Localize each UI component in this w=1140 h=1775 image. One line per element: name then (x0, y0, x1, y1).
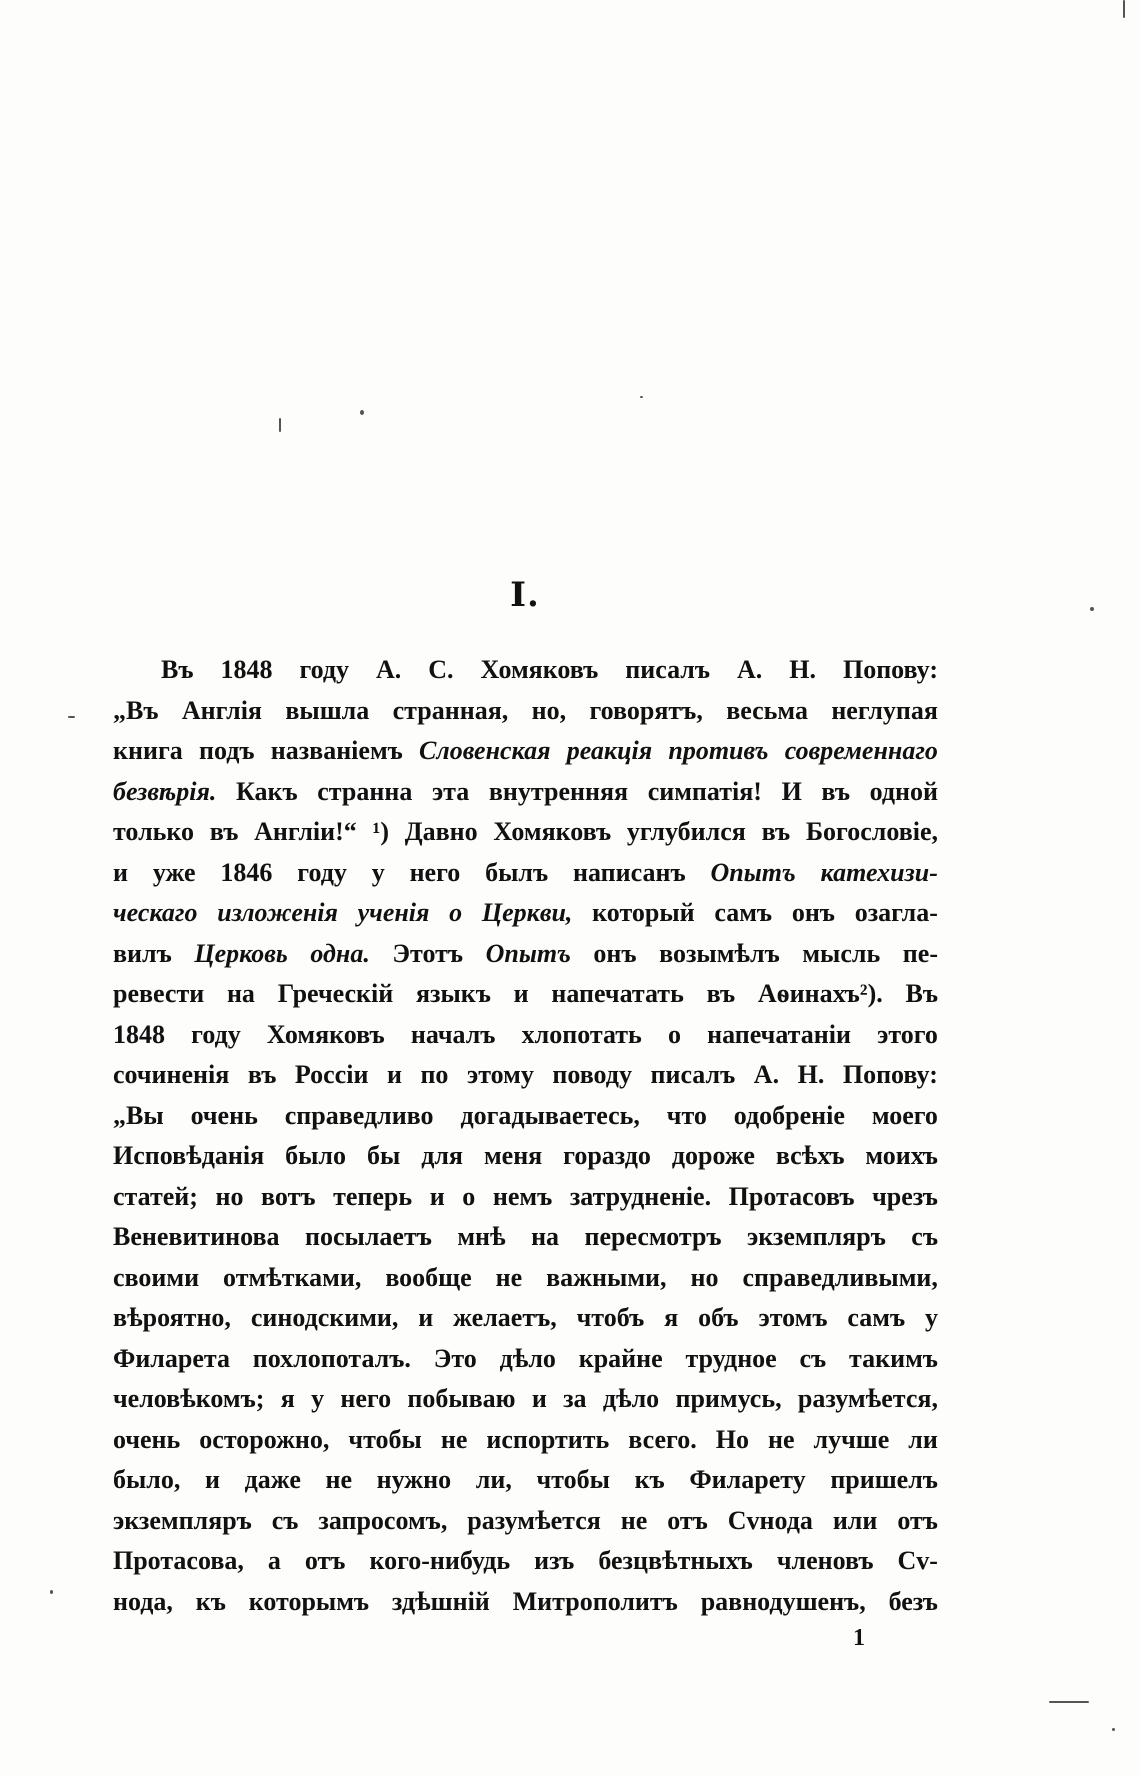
scan-speck (1123, 0, 1125, 18)
text-line (113, 1136, 938, 1177)
word: напечатать (551, 979, 684, 1008)
word: гораздо (563, 1141, 651, 1170)
word: Сvнода (727, 1505, 813, 1535)
word: о (462, 1181, 476, 1211)
word: эта (431, 776, 470, 806)
word: Опытъ (710, 857, 796, 887)
word: Хомяковъ (480, 655, 599, 684)
word: Церковь (194, 938, 288, 968)
word: Протасова, (113, 1546, 244, 1575)
word: моихъ (865, 1141, 938, 1170)
word: справедливо (284, 1100, 434, 1130)
text-line (113, 1015, 938, 1056)
word: „Вы (113, 1100, 164, 1130)
word: весьма (726, 695, 808, 725)
word: году (299, 655, 349, 684)
word: Въ (905, 979, 938, 1008)
word: посылаетъ (305, 1222, 432, 1251)
word: было (285, 1141, 346, 1170)
word: 1848 (220, 655, 273, 684)
word: изложенія (217, 898, 338, 927)
text-line (113, 974, 938, 1015)
word: Хомяковъ (266, 1019, 385, 1049)
word: лучше (813, 1424, 890, 1454)
text-line (113, 1177, 938, 1218)
word: который (592, 898, 695, 927)
word: Н. (789, 655, 816, 684)
text-line (113, 650, 938, 691)
word: членовъ (776, 1546, 874, 1575)
word: не (620, 1505, 648, 1535)
word: нужно (376, 1465, 452, 1494)
word: къ (195, 1586, 226, 1616)
word: экземпляръ (747, 1222, 886, 1251)
word: изъ (534, 1546, 575, 1575)
word: отъ (304, 1546, 346, 1575)
word: чтобъ (576, 1303, 645, 1332)
word: пе- (902, 938, 938, 968)
word: А. (753, 1060, 780, 1089)
word: желаетъ, (453, 1303, 557, 1332)
word: А. (375, 655, 402, 684)
word: я (280, 1384, 295, 1413)
footnote-ref: ¹) (372, 817, 389, 846)
text-line (113, 1298, 938, 1339)
word: подъ (198, 736, 255, 765)
scan-speck (68, 716, 75, 718)
word: къ (634, 1465, 665, 1494)
word: всего. (628, 1424, 697, 1454)
text-line (113, 1339, 938, 1380)
word: и (113, 857, 128, 887)
word: вѣроятно, (113, 1303, 231, 1332)
scan-speck (50, 1590, 53, 1594)
word: самъ (714, 898, 773, 927)
word: Но (715, 1424, 749, 1454)
word: поводу (552, 1060, 632, 1089)
word: ческаго (113, 898, 198, 927)
word: говорятъ, (589, 695, 703, 725)
word: въ (706, 979, 736, 1008)
word: вилъ (113, 938, 172, 968)
word: по (420, 1060, 449, 1089)
word: Въ (161, 655, 194, 684)
word: затрудненіе. (569, 1181, 712, 1211)
text-line (113, 772, 938, 813)
word: у (925, 1303, 938, 1332)
word: Сv- (897, 1546, 938, 1575)
text-line (113, 1055, 938, 1096)
word: пришелъ (830, 1465, 938, 1494)
word: меня (483, 1141, 543, 1170)
word: написанъ (573, 857, 686, 887)
word: неглупая (831, 695, 938, 725)
word: и (418, 1303, 434, 1332)
word: Англія (181, 695, 262, 725)
word: безцвѣтныхъ (598, 1546, 753, 1575)
word: году (191, 1019, 241, 1049)
text-line (113, 1582, 938, 1623)
word: Н. (797, 1060, 825, 1089)
word: испортить (486, 1424, 610, 1454)
word: мнѣ (457, 1222, 506, 1251)
word: 1846 (220, 857, 273, 887)
word: внутренняя (488, 776, 629, 806)
word: догадываетесь, (460, 1100, 640, 1130)
text-line (113, 1217, 938, 1258)
word: А. (737, 655, 763, 684)
word: дороже (671, 1141, 755, 1170)
word: разумѣется (467, 1505, 601, 1535)
word: писалъ (650, 1060, 736, 1089)
word: Опытъ (485, 938, 571, 968)
word: даже (244, 1465, 301, 1494)
word: запросомъ, (318, 1505, 448, 1535)
word: сочиненія (113, 1060, 230, 1089)
word: которымъ (248, 1586, 370, 1616)
word: Этотъ (392, 938, 464, 968)
word: всѣхъ (775, 1141, 845, 1170)
word: Аѳинахъ²). (757, 979, 883, 1008)
word: этому (466, 1060, 534, 1089)
word: на (226, 979, 255, 1008)
word: но (690, 1262, 719, 1292)
scan-speck (1112, 1728, 1115, 1731)
section-heading: I. (510, 575, 540, 615)
word: Митрополитъ (512, 1586, 678, 1616)
word: былъ (485, 857, 549, 887)
word: одной (869, 776, 938, 806)
word: книга (113, 736, 183, 765)
word: что (666, 1100, 707, 1130)
word: Церкви, (481, 898, 573, 927)
word: теперь (333, 1181, 413, 1211)
word: въ (761, 817, 791, 846)
word: ли (908, 1424, 938, 1454)
word: съ (271, 1505, 299, 1535)
word: о (449, 898, 463, 927)
text-line (113, 731, 938, 772)
word: катехизи- (820, 857, 938, 887)
word: дѣло (499, 1343, 556, 1373)
word: примусь, (675, 1384, 782, 1413)
word: такимъ (849, 1343, 938, 1373)
word: Греческій (277, 979, 394, 1008)
word: Хомяковъ (493, 817, 612, 846)
word: отъ (897, 1505, 938, 1535)
word: у (371, 857, 385, 887)
word: странна (317, 776, 413, 806)
word: отмѣтками, (223, 1262, 362, 1292)
word: „Въ (113, 695, 159, 725)
word: на (531, 1222, 560, 1251)
word: Богословіе, (805, 817, 938, 846)
word: равнодушенъ, (700, 1586, 866, 1616)
word: Словенская (419, 736, 551, 765)
word: Россіи (294, 1060, 369, 1089)
text-line (113, 1096, 938, 1137)
word: мысль (802, 938, 881, 968)
text-line (113, 1420, 938, 1461)
word: противъ (668, 736, 769, 765)
word: не (440, 1424, 468, 1454)
word: безъ (888, 1586, 938, 1616)
word: съ (799, 1343, 827, 1373)
word: безвѣрія. (113, 776, 217, 806)
word: одобреніе (733, 1100, 845, 1130)
word: Какъ (236, 776, 298, 806)
word: объ (698, 1303, 739, 1332)
word: углубился (626, 817, 746, 846)
text-line (113, 934, 938, 975)
word: трудное (685, 1343, 777, 1373)
word: и (513, 979, 529, 1008)
word: синодскими, (250, 1303, 399, 1332)
word: похлопоталъ. (252, 1343, 411, 1373)
word: Исповѣданія (113, 1141, 265, 1170)
scan-speck (360, 410, 364, 415)
text-line (113, 812, 938, 853)
word: въ (247, 1060, 277, 1089)
word: вообще (385, 1262, 472, 1292)
word: бы (366, 1141, 401, 1170)
word: разумѣется, (797, 1384, 938, 1413)
word: Давно (404, 817, 478, 846)
word: пересмотръ (584, 1222, 722, 1251)
word: напечатаніи (707, 1019, 851, 1049)
word: уже (152, 857, 196, 887)
word: чтобы (536, 1465, 610, 1494)
word: статей; (113, 1181, 198, 1211)
word: не (325, 1465, 353, 1494)
word: Это (433, 1343, 477, 1373)
word: реакція (566, 736, 653, 765)
word: Попову: (842, 1060, 938, 1089)
word: писалъ (625, 655, 711, 684)
word: Попову: (842, 655, 938, 684)
word: озагла- (854, 898, 938, 927)
text-line (113, 1501, 938, 1542)
text-line (113, 1541, 938, 1582)
word: и (429, 1181, 445, 1211)
word: началъ (410, 1019, 496, 1049)
word: кого-нибудь (369, 1546, 511, 1575)
word: языкъ (415, 979, 491, 1008)
word: очень (190, 1100, 258, 1130)
word: и (386, 1060, 402, 1089)
word: но, (531, 695, 567, 725)
word: своими (113, 1262, 200, 1292)
word: о (667, 1019, 681, 1049)
word: онъ (791, 898, 835, 927)
word: человѣкомъ; (113, 1384, 265, 1413)
text-line (113, 691, 938, 732)
text-line (113, 1460, 938, 1501)
word: очень (113, 1424, 181, 1454)
word: съ (911, 1222, 938, 1251)
word: дѣло (602, 1384, 660, 1413)
word: вышла (285, 695, 370, 725)
word: возымѣлъ (659, 938, 780, 968)
word: И (781, 776, 802, 806)
word: нода, (113, 1586, 173, 1616)
word: немъ (492, 1181, 553, 1211)
word: отъ (667, 1505, 708, 1535)
word: чрезъ (872, 1181, 938, 1211)
page-number: 1 (853, 1625, 865, 1651)
word: году (297, 857, 347, 887)
word: экземпляръ (113, 1505, 252, 1535)
scan-speck (1090, 607, 1094, 611)
word: современнаго (784, 736, 938, 765)
scan-speck (279, 418, 281, 432)
word: только (113, 817, 195, 846)
word: и (205, 1465, 221, 1494)
text-line (113, 853, 938, 894)
word: Веневитинова (113, 1222, 280, 1251)
word: для (421, 1141, 463, 1170)
word: ли, (475, 1465, 512, 1494)
word: за (563, 1384, 587, 1413)
word: 1848 (113, 1019, 165, 1049)
word: Филарета (113, 1343, 230, 1373)
word: въ (821, 776, 850, 806)
scan-speck (640, 396, 643, 398)
word: самъ (847, 1303, 906, 1332)
word: Протасовъ (728, 1181, 855, 1211)
word: я (664, 1303, 679, 1332)
word: чтобы (348, 1424, 422, 1454)
word: онъ (593, 938, 637, 968)
word: одна. (310, 938, 370, 968)
word: ученія (357, 898, 430, 927)
word: здѣшній (391, 1586, 490, 1616)
word: и (531, 1384, 547, 1413)
word: а (267, 1546, 281, 1575)
word: ревести (113, 979, 205, 1008)
word: него (409, 857, 461, 887)
word: побываю (407, 1384, 516, 1413)
word: него (340, 1384, 392, 1413)
text-line (113, 1258, 938, 1299)
word: но (215, 1181, 244, 1211)
word: симпатія! (647, 776, 762, 806)
word: или (832, 1505, 878, 1535)
scan-speck (1049, 1701, 1089, 1703)
word: было, (113, 1465, 181, 1494)
word: справедливыми, (742, 1262, 938, 1292)
word: Филарету (689, 1465, 806, 1494)
word: осторожно, (199, 1424, 330, 1454)
text-line (113, 1379, 938, 1420)
body-text (113, 650, 938, 1622)
word: вотъ (261, 1181, 316, 1211)
word: Англіи!“ (254, 817, 357, 846)
word: этомъ (758, 1303, 828, 1332)
word: странная, (392, 695, 509, 725)
word: не (767, 1424, 795, 1454)
word: названіемъ (270, 736, 403, 765)
text-line (113, 893, 938, 934)
word: крайне (578, 1343, 663, 1373)
word: С. (428, 655, 454, 684)
word: въ (209, 817, 239, 846)
word: этого (877, 1019, 938, 1049)
word: у (311, 1384, 325, 1413)
word: моего (871, 1100, 938, 1130)
word: хлопотать (521, 1019, 642, 1049)
word: важными, (546, 1262, 667, 1292)
word: не (495, 1262, 523, 1292)
